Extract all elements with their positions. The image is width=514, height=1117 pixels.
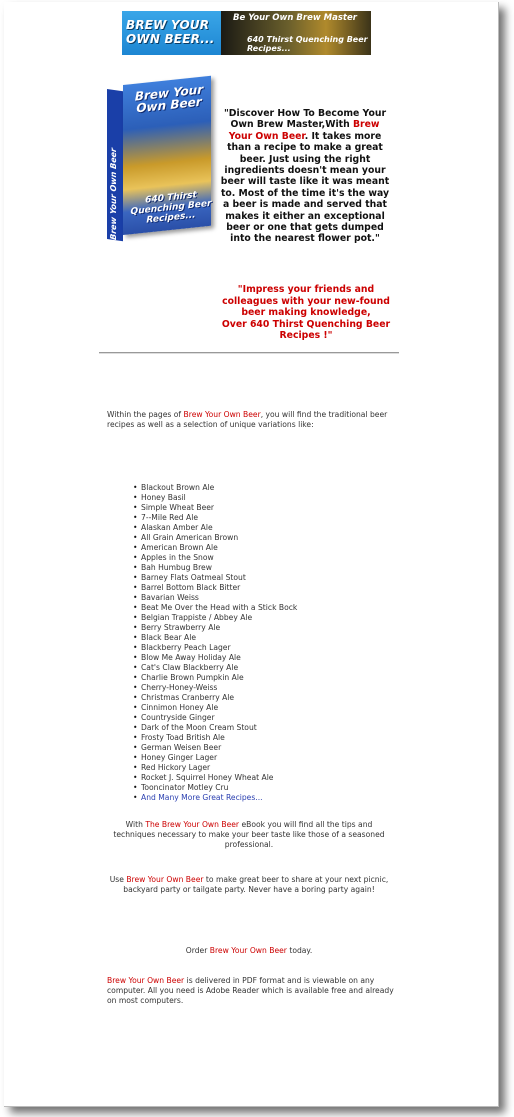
ebook-cover-image bbox=[107, 82, 215, 243]
order-text-1: Order bbox=[185, 946, 210, 955]
recipe-list-item: • All Grain American Brown bbox=[133, 533, 297, 543]
impress-line-1: "Impress your friends and colleagues with your new-found beer making knowledge, bbox=[222, 284, 390, 319]
intro-product-link[interactable]: Brew Your Own Beer bbox=[183, 410, 261, 419]
recipe-list-item: • American Brown Ale bbox=[133, 543, 297, 553]
impress-line-2: Over 640 Thirst Quenching Beer Recipes !" bbox=[221, 318, 391, 342]
recipe-list-item: • Cherry-Honey-Weiss bbox=[133, 683, 297, 693]
recipe-list-item: • Blackberry Peach Lager bbox=[133, 643, 297, 653]
recipes-intro bbox=[107, 410, 397, 430]
banner-subtagline: 640 Thirst Quenching Beer Recipes... bbox=[247, 35, 368, 53]
with-product-link[interactable]: The Brew Your Own Beer bbox=[145, 820, 240, 829]
recipe-list-item: • Honey Ginger Lager bbox=[133, 753, 297, 763]
recipe-list-item: • Barrel Bottom Black Bitter bbox=[133, 583, 297, 593]
recipe-list-item: • Honey Basil bbox=[133, 493, 297, 503]
intro-text-1: Within the pages of bbox=[107, 410, 184, 419]
recipe-list-item: • Berry Strawberry Ale bbox=[133, 623, 297, 633]
pdf-product-link[interactable]: Brew Your Own Beer bbox=[107, 976, 185, 985]
recipe-list-item: • Barney Flats Oatmeal Stout bbox=[133, 573, 297, 583]
recipe-list-item: • Simple Wheat Beer bbox=[133, 503, 297, 513]
use-text-1: Use bbox=[109, 875, 127, 884]
recipe-list bbox=[133, 483, 297, 803]
quote-product-link[interactable]: Brew Your Own Beer bbox=[228, 119, 380, 142]
recipe-list-item: • German Weisen Beer bbox=[133, 743, 297, 753]
intro-text-2: , you will find the traditional beer recipes as well as a selection of unique variations like: bbox=[107, 410, 388, 429]
recipe-list-item: • Cat's Claw Blackberry Ale bbox=[133, 663, 297, 673]
recipe-list-item: • Charlie Brown Pumpkin Ale bbox=[133, 673, 297, 683]
use-text-2: to make great beer to share at your next picnic, backyard party or tailgate party. Never have a boring party again! bbox=[123, 875, 389, 894]
recipe-list-item: • Rocket J. Squirrel Honey Wheat Ale bbox=[133, 773, 297, 783]
horizontal-divider bbox=[99, 352, 399, 354]
header-banner bbox=[122, 11, 371, 55]
pdf-text: is delivered in PDF format and is viewable on any computer. All you need is Adobe Reader which is available free and already on most computers. bbox=[107, 976, 394, 1005]
recipe-list-item: • Frosty Toad British Ale bbox=[133, 733, 297, 743]
pdf-paragraph bbox=[107, 976, 397, 1005]
recipe-list-item: • Countryside Ginger bbox=[133, 713, 297, 723]
recipe-list-item: • Christmas Cranberry Ale bbox=[133, 693, 297, 703]
recipe-list-item: • Cinnimon Honey Ale bbox=[133, 703, 297, 713]
order-paragraph bbox=[104, 946, 394, 956]
use-paragraph bbox=[104, 875, 394, 895]
recipe-list-item: • Bavarian Weiss bbox=[133, 593, 297, 603]
recipe-list-item: • Apples in the Snow bbox=[133, 553, 297, 563]
intro-quote bbox=[218, 108, 392, 245]
ebook-subtitle: 640 Thirst Quenching Beer Recipes... bbox=[130, 190, 212, 226]
recipe-list-item: • Bah Humbug Brew bbox=[133, 563, 297, 573]
banner-beer-image bbox=[221, 11, 371, 55]
banner-title: BREW YOUR OWN BEER... bbox=[122, 11, 221, 55]
more-recipes-link[interactable]: And Many More Great Recipes... bbox=[141, 793, 263, 802]
ebook-spine bbox=[107, 89, 123, 241]
recipe-list-item: • Belgian Trappiste / Abbey Ale bbox=[133, 613, 297, 623]
recipe-list-item: • Blow Me Away Holiday Ale bbox=[133, 653, 297, 663]
recipe-list-item: • Red Hickory Lager bbox=[133, 763, 297, 773]
banner-tagline: Be Your Own Brew Master bbox=[233, 13, 357, 23]
with-text-2: eBook you will find all the tips and techniques necessary to make your beer taste like those of a seasoned professional. bbox=[113, 820, 385, 849]
recipe-list-item: • Alaskan Amber Ale bbox=[133, 523, 297, 533]
recipe-list-item: • 7--Mile Red Ale bbox=[133, 513, 297, 523]
ebook-title: Brew Your Own Beer bbox=[134, 82, 204, 116]
recipe-list-item: • Dark of the Moon Cream Stout bbox=[133, 723, 297, 733]
with-paragraph bbox=[104, 820, 394, 849]
recipe-list-item: • Blackout Brown Ale bbox=[133, 483, 297, 493]
use-product-link[interactable]: Brew Your Own Beer bbox=[126, 875, 204, 884]
more-recipes-item bbox=[133, 793, 297, 803]
recipe-list-item: • Tooncinator Motley Cru bbox=[133, 783, 297, 793]
ebook-spine-text: Brew Your Own Beer bbox=[109, 147, 118, 241]
quote-text-2: . It takes more than a recipe to make a great beer. Just using the right ingredients doesn't mean your beer will taste like it was meant to. Most of the time it's the way a beer is made and served that makes it either an exceptional beer or one that gets dumped into the nearest flower pot." bbox=[220, 130, 390, 245]
recipe-list-item: • Beat Me Over the Head with a Stick Bock bbox=[133, 603, 297, 613]
recipe-list-item: • Black Bear Ale bbox=[133, 633, 297, 643]
impress-callout bbox=[214, 284, 398, 342]
order-product-link[interactable]: Brew Your Own Beer bbox=[209, 946, 287, 955]
quote-text-1: "Discover How To Become Your Own Brew Master,With bbox=[223, 108, 387, 131]
with-text-1: With bbox=[125, 820, 146, 829]
order-text-2: today. bbox=[286, 946, 313, 955]
